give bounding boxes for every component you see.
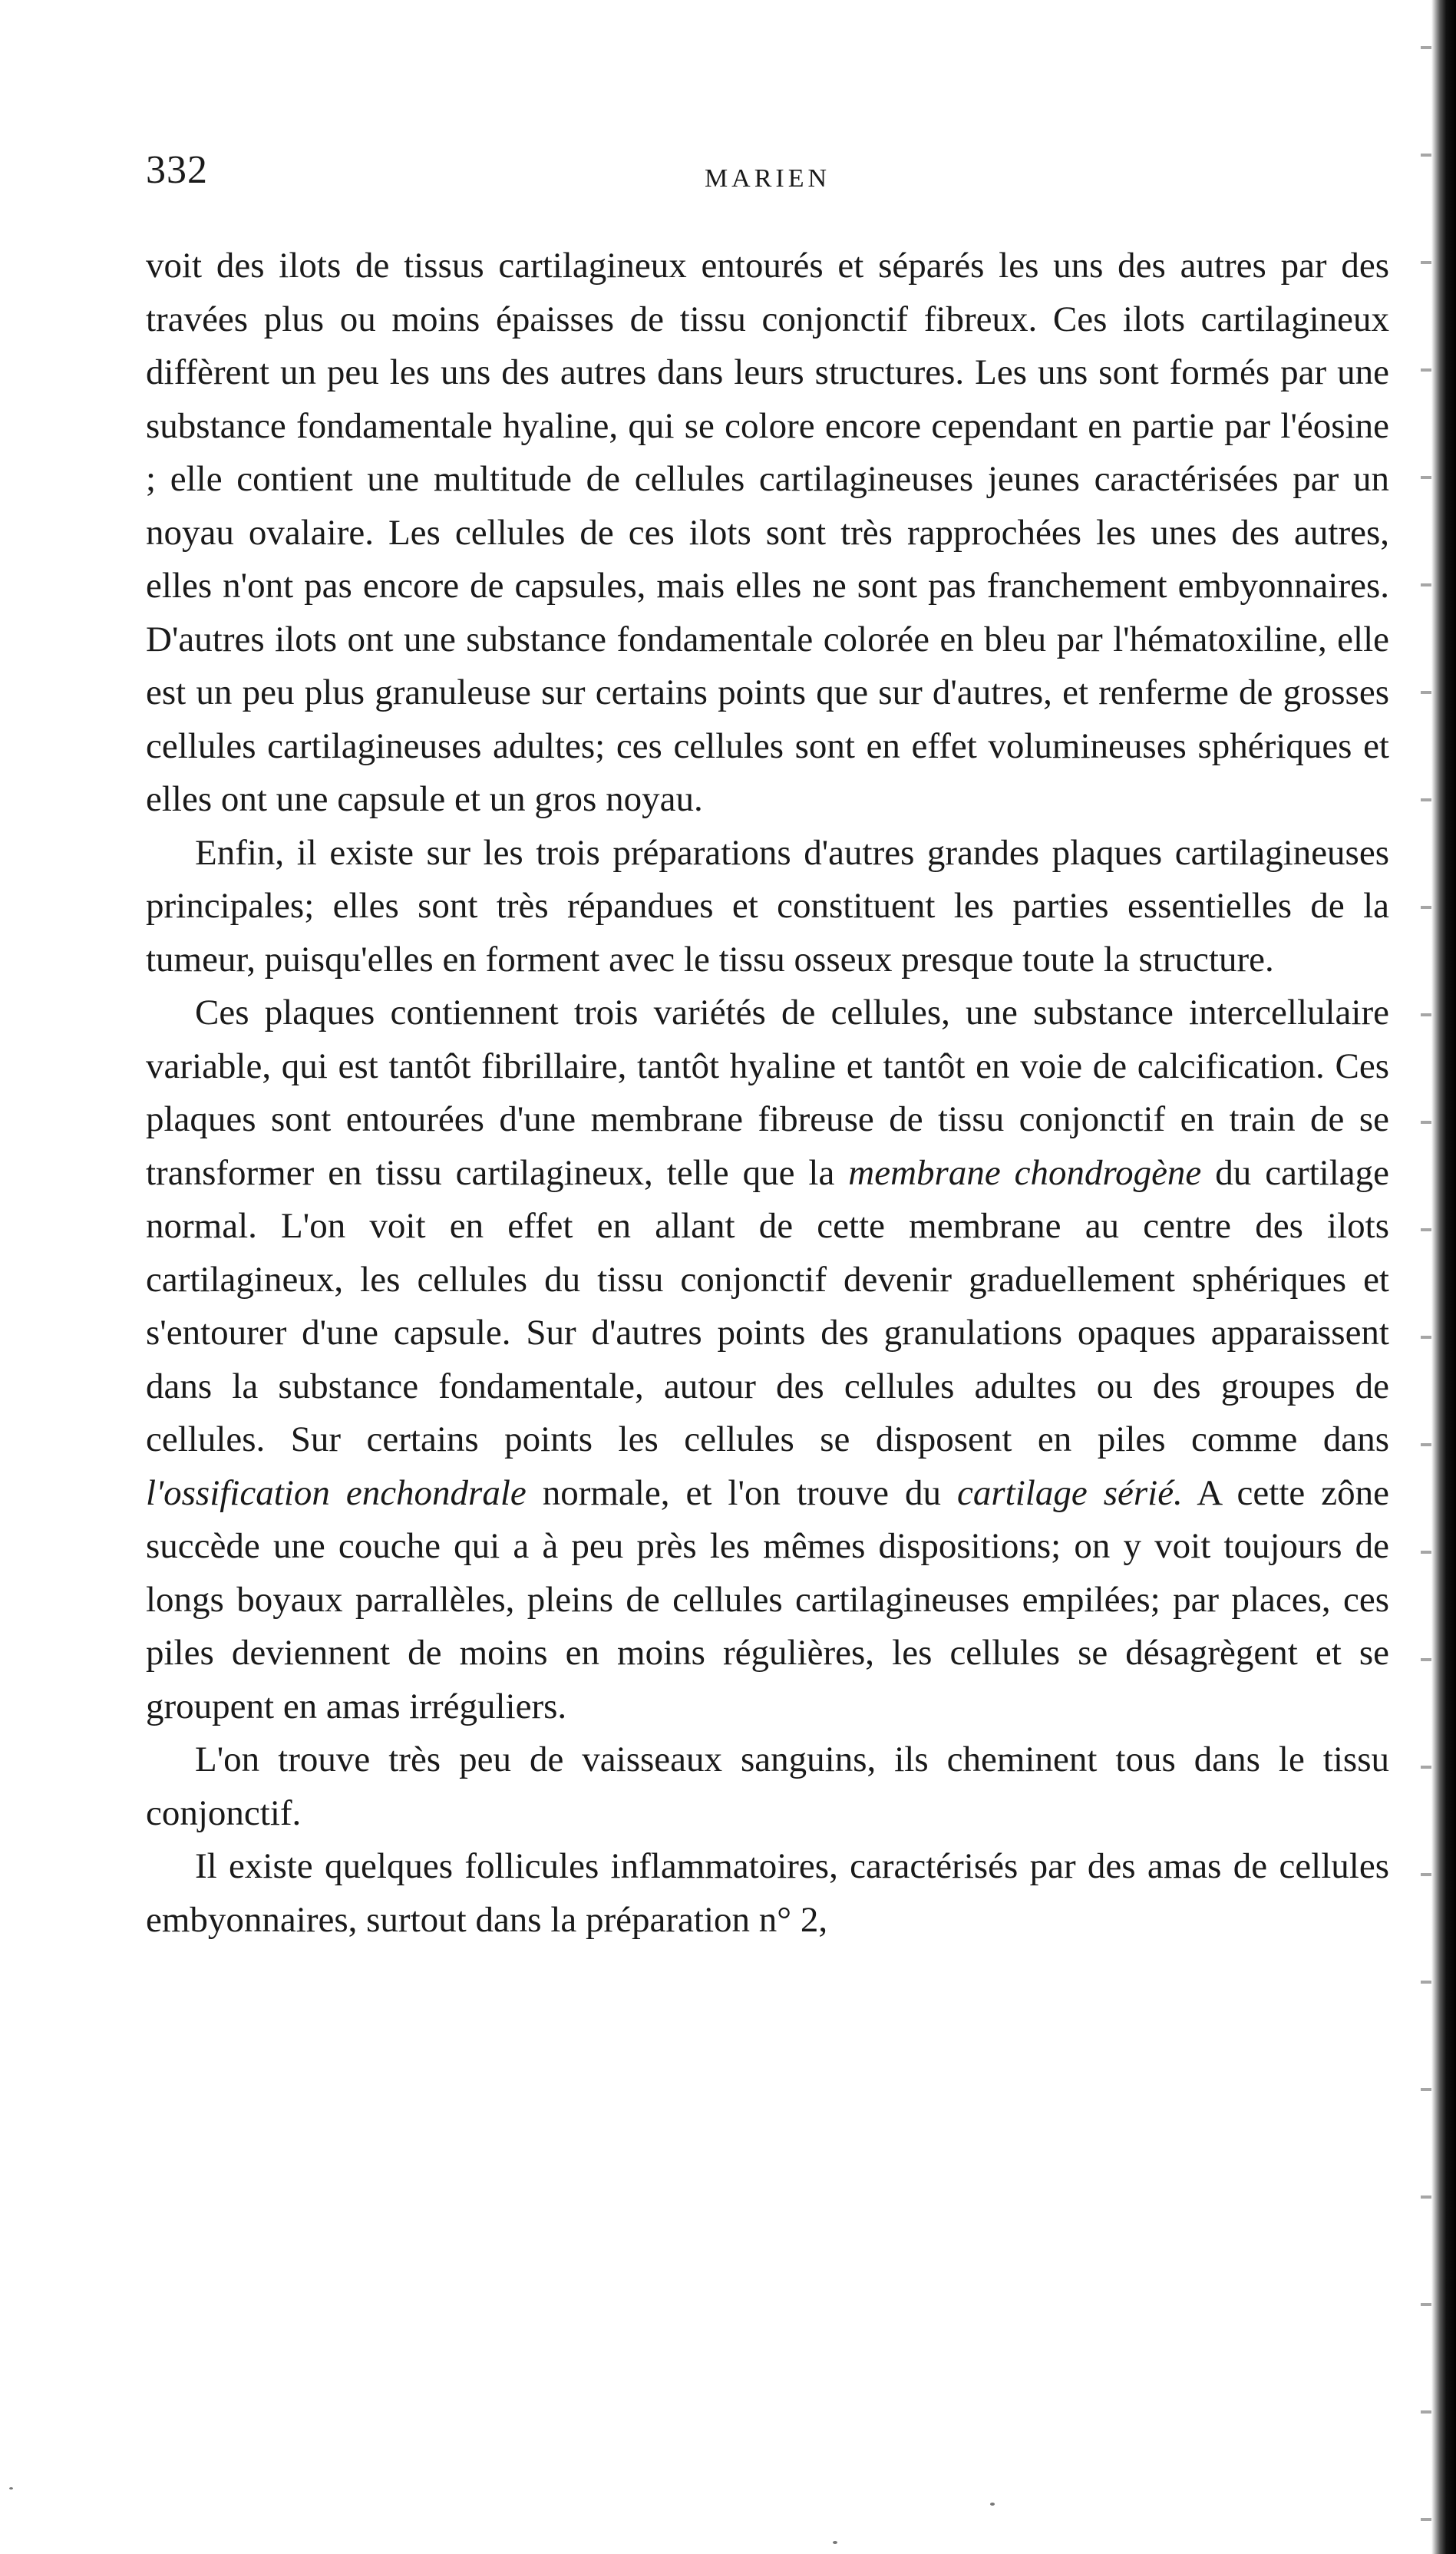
text-segment: A cette zône succède une couche qui a à peu près les mêmes dispositions; on y voit toujours de longs boyaux parrallèles, pleins de cellules cartilagineuses empilées; par places, ces piles deviennent de moins en moins régulières, les cellules se désagrègent et se groupent en amas irréguliers.	[146, 1472, 1389, 1726]
text-segment: voit des ilots de tissus cartilagineux entourés et séparés les uns des autres par des travées plus ou moins épaisses de tissu conjonctif fibreux. Ces ilots cartilagineux diffèrent un peu les uns des autres dans leurs structures. Les uns sont formés par une substance fondamentale hyaline, qui se colore encore cependant en partie par l'éosine ; elle contient une multitude de cellules cartilagineuses jeunes caractérisées par un noyau ovalaire. Les cellules de ces ilots sont très rapprochées les unes des autres, elles n'ont pas encore de capsules, mais elles ne sont pas franchement embyonnaires. D'autres ilots ont une substance fondamentale colorée en bleu par l'hématoxiline, elle est un peu plus granuleuse sur certains points que sur d'autres, et renferme de grosses cellules cartilagineuses adultes; ces cellules sont en effet volumineuses sphériques et elles ont une capsule et un gros noyau.	[146, 246, 1389, 819]
speck	[833, 2541, 837, 2544]
text-segment: normale, et l'on trouve du	[526, 1472, 958, 1513]
body-text	[146, 240, 1389, 1947]
italic-term: cartilage sérié.	[957, 1472, 1183, 1513]
running-head: MARIEN	[704, 164, 831, 193]
text-segment: Il existe quelques follicules inflammatoires, caractérisés par des amas de cellules embyonnaires, surtout dans la préparation n° 2,	[146, 1846, 1389, 1940]
paragraph	[146, 240, 1389, 827]
page-number: 332	[146, 148, 208, 192]
paragraph	[146, 1840, 1389, 1947]
page-header	[146, 147, 1389, 201]
italic-term: membrane chondrogène	[848, 1152, 1202, 1193]
paragraph	[146, 827, 1389, 987]
paragraph	[146, 1733, 1389, 1840]
speck	[9, 2487, 13, 2490]
speck	[990, 2503, 995, 2506]
text-segment: L'on trouve très peu de vaisseaux sanguins, ils cheminent tous dans le tissu conjonctif.	[146, 1740, 1389, 1833]
text-segment: Enfin, il existe sur les trois préparations d'autres grandes plaques cartilagineuses principales; elles sont très répandues et constituent les parties essentielles de la tumeur, puisqu'elles en forment avec le tissu osseux presque toute la structure.	[146, 832, 1389, 980]
text-segment: Ces plaques contiennent trois variétés de cellules, une substance intercellulaire variable, qui est tantôt fibrillaire, tantôt hyaline et tantôt en voie de calcification. Ces plaques sont entourées d'une membrane fibreuse de tissu conjonctif en train de se transformer en tissu cartilagineux, telle que la	[146, 993, 1389, 1193]
italic-term: l'ossification enchondrale	[146, 1472, 527, 1513]
scan-edge-noise	[1421, 0, 1431, 2554]
page-binding-edge	[1431, 0, 1456, 2554]
text-segment: du cartilage normal. L'on voit en effet en allant de cette membrane au centre des ilots cartilagineux, les cellules du tissu conjonctif devenir graduellement sphériques et s'entourer d'une capsule. Sur d'autres points des granulations opaques apparaissent dans la substance fondamentale, autour des cellules adultes ou des groupes de cellules. Sur certains points les cellules se disposent en piles comme dans	[146, 1152, 1389, 1459]
paragraph	[146, 986, 1389, 1733]
scan-specks	[0, 2457, 1428, 2549]
